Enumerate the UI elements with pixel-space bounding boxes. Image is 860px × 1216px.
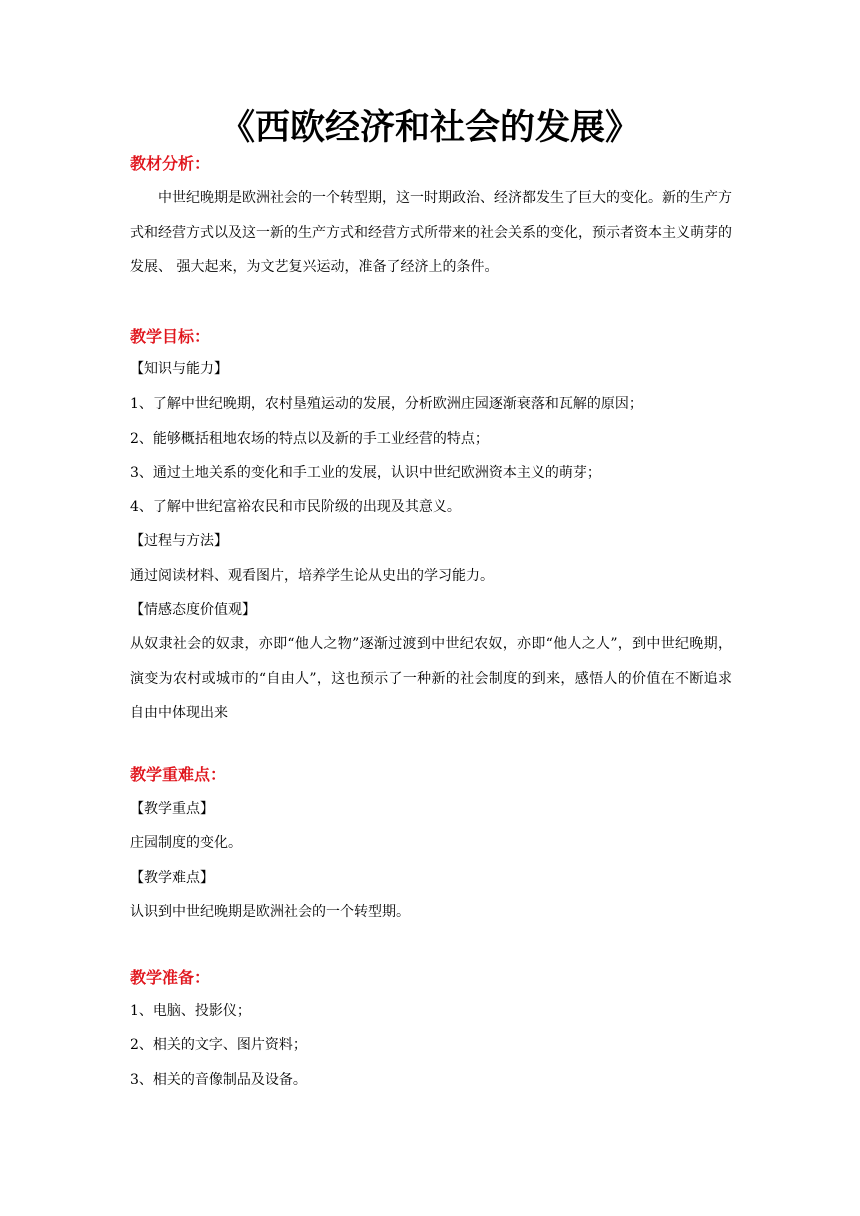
- emotion-label: 【情感态度价值观】: [130, 602, 256, 618]
- knowledge-label: 【知识与能力】: [130, 361, 228, 377]
- preparation-item-3: 3、相关的音像制品及设备。: [130, 1072, 307, 1088]
- preparation-item-1: 1、电脑、投影仪；: [130, 1003, 251, 1019]
- key-text: 庄园制度的变化。: [130, 835, 242, 851]
- emotion-text: 从奴隶社会的奴隶，亦即“他人之物”逐渐过渡到中世纪农奴，亦即“他人之人”，到中世纪晚期，演变为农村或城市的“自由人”，这也预示了一种新的社会制度的到来，感悟人的价值在不断追求自由中体现出来: [130, 636, 732, 721]
- knowledge-item-2: 2、能够概括租地农场的特点以及新的手工业经营的特点；: [130, 431, 489, 447]
- preparation-item-2: 2、相关的文字、图片资料；: [130, 1037, 307, 1053]
- preparation-heading: 教学准备：: [130, 968, 211, 987]
- knowledge-item-4: 4、了解中世纪富裕农民和市民阶级的出现及其意义。: [130, 499, 461, 515]
- difficult-text: 认识到中世纪晚期是欧洲社会的一个转型期。: [130, 904, 410, 920]
- analysis-paragraph: 中世纪晚期是欧洲社会的一个转型期，这一时期政治、经济都发生了巨大的变化。新的生产方式和经营方式以及这一新的生产方式和经营方式所带来的社会关系的变化，预示者资本主义萌芽的发展、 强大起来，为文艺复兴运动，准备了经济上的条件。: [130, 190, 732, 275]
- process-label: 【过程与方法】: [130, 533, 228, 549]
- goals-heading: 教学目标：: [130, 327, 211, 346]
- analysis-heading: 教材分析：: [130, 154, 211, 173]
- knowledge-item-1: 1、了解中世纪晚期，农村垦殖运动的发展，分析欧洲庄园逐渐衰落和瓦解的原因；: [130, 396, 643, 412]
- document-title: 《西欧经济和社会的发展》: [219, 107, 640, 148]
- knowledge-item-3: 3、通过土地关系的变化和手工业的发展，认识中世纪欧洲资本主义的萌芽；: [130, 465, 601, 481]
- difficult-label: 【教学难点】: [130, 870, 214, 886]
- key-label: 【教学重点】: [130, 801, 214, 817]
- process-text: 通过阅读材料、观看图片，培养学生论从史出的学习能力。: [130, 568, 494, 584]
- keypoints-heading: 教学重难点：: [130, 765, 227, 784]
